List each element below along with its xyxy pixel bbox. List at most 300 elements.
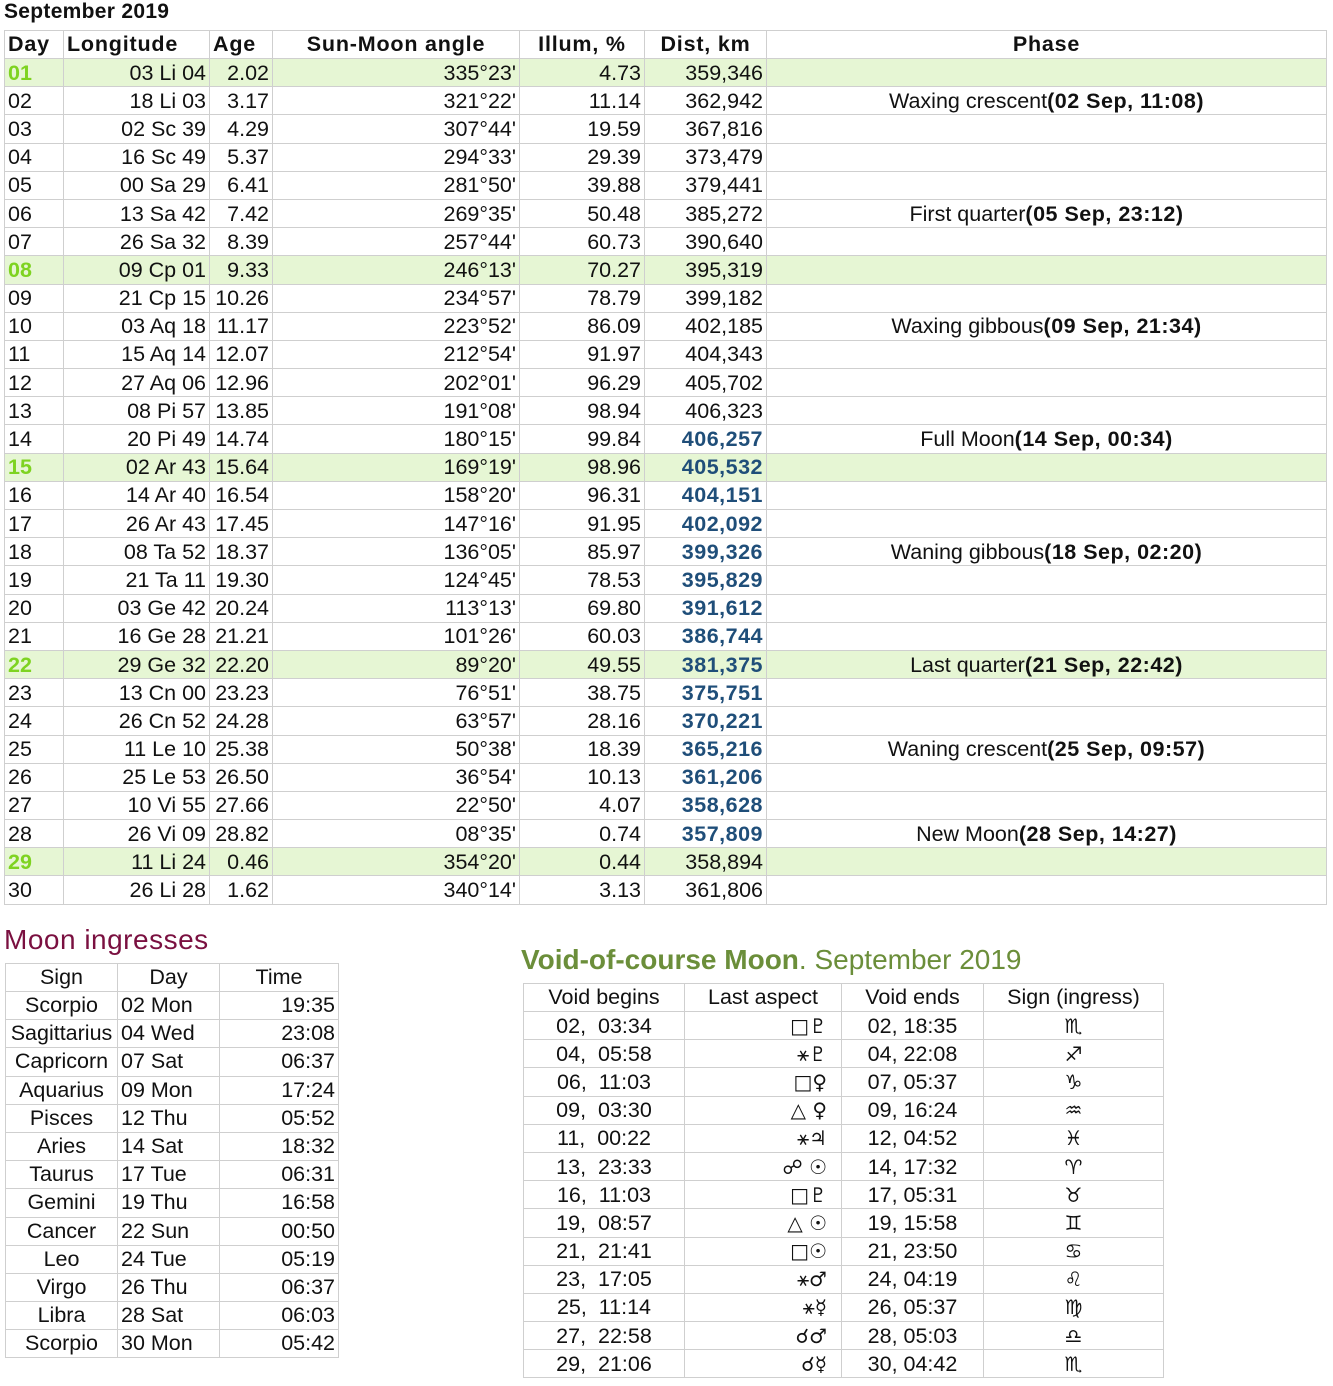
longitude-cell: 27 Aq 06 [64,369,210,397]
table-row [5,622,1327,650]
longitude-cell: 16 Sc 49 [64,143,210,171]
ingress-header-time: Time [220,964,339,992]
table-row [5,143,1327,171]
void-ends: 19, 15:58 [842,1209,984,1237]
illum-cell: 86.09 [520,312,645,340]
age-cell: 17.45 [210,510,273,538]
phase-name: Waning crescent [887,737,1048,762]
ingress-row [6,1302,339,1330]
phase-time: (14 Sep, 00:34) [1014,427,1173,452]
day-cell: 05 [5,171,64,199]
aspect-symbol-icon: □♇ [685,1181,842,1209]
phase-time: (21 Sep, 22:42) [1024,652,1183,677]
longitude-cell: 11 Le 10 [64,735,210,763]
longitude-cell: 11 Li 24 [64,848,210,876]
table-row [5,59,1327,87]
age-cell: 26.50 [210,763,273,791]
dist-cell [645,763,767,791]
ingress-day: 17 Tue [118,1161,220,1189]
void-begins: 13, 23:33 [524,1152,685,1180]
void-begins: 23, 17:05 [524,1265,685,1293]
ingress-day: 14 Sat [118,1132,220,1160]
age-cell: 15.64 [210,453,273,481]
table-row [5,228,1327,256]
dist-cell [645,87,767,115]
zodiac-sign-icon: ♍ [984,1293,1164,1321]
dist-value: 402,092 [681,511,763,536]
dist-value: 361,806 [685,878,763,903]
age-cell: 2.02 [210,59,273,87]
day-cell: 15 [5,453,64,481]
day-cell: 19 [5,566,64,594]
dist-value: 367,816 [685,116,763,141]
phase-name: First quarter [909,201,1026,226]
phase-cell [767,340,1327,368]
angle-cell: 202°01' [273,369,520,397]
void-row [524,1012,1164,1040]
day-cell: 22 [5,650,64,678]
aspect-symbol-icon: △ ☉ [685,1209,842,1237]
illum-cell: 0.44 [520,848,645,876]
header-longitude: Longitude [64,31,210,59]
ingress-day: 02 Mon [118,992,220,1020]
ingress-sign: Aries [6,1132,118,1160]
void-row [524,1068,1164,1096]
ingress-row [6,1132,339,1160]
dist-cell [645,143,767,171]
table-row [5,397,1327,425]
ingress-time: 06:37 [220,1273,339,1301]
phase-cell [767,312,1327,340]
ingress-day: 22 Sun [118,1217,220,1245]
phase-name: Last quarter [910,652,1025,677]
phase-cell [767,791,1327,819]
dist-cell [645,594,767,622]
age-cell: 7.42 [210,199,273,227]
phase-time: (28 Sep, 14:27) [1018,821,1177,846]
table-row [5,510,1327,538]
zodiac-sign-icon: ♓ [984,1124,1164,1152]
day-cell: 27 [5,791,64,819]
void-row [524,1181,1164,1209]
illum-cell: 4.07 [520,791,645,819]
illum-cell: 91.97 [520,340,645,368]
void-row [524,1350,1164,1378]
void-row [524,1040,1164,1068]
phase-name: Waxing crescent [888,88,1048,113]
ingress-row [6,1104,339,1132]
illum-cell: 0.74 [520,820,645,848]
longitude-cell: 18 Li 03 [64,87,210,115]
longitude-cell: 08 Pi 57 [64,397,210,425]
phase-time: (05 Sep, 23:12) [1025,201,1184,226]
phase-cell [767,171,1327,199]
ingress-day: 30 Mon [118,1330,220,1358]
header-phase: Phase [767,31,1327,59]
longitude-cell: 10 Vi 55 [64,791,210,819]
age-cell: 10.26 [210,284,273,312]
table-row [5,312,1327,340]
void-row [524,1209,1164,1237]
ingress-row [6,1048,339,1076]
dist-value: 362,942 [685,88,763,113]
table-row [5,820,1327,848]
age-cell: 9.33 [210,256,273,284]
phase-cell [767,425,1327,453]
phase-cell [767,650,1327,678]
ingress-day: 19 Thu [118,1189,220,1217]
table-row [5,848,1327,876]
ingress-row [6,1161,339,1189]
illum-cell: 78.79 [520,284,645,312]
table-row [5,171,1327,199]
void-ends: 12, 04:52 [842,1124,984,1152]
zodiac-sign-icon: ♏ [984,1350,1164,1378]
void-begins: 27, 22:58 [524,1322,685,1350]
angle-cell: 354°20' [273,848,520,876]
dist-cell [645,369,767,397]
table-row [5,425,1327,453]
longitude-cell: 03 Aq 18 [64,312,210,340]
day-cell: 18 [5,538,64,566]
dist-value: 358,894 [685,849,763,874]
angle-cell: 340°14' [273,876,520,904]
illum-cell: 78.53 [520,566,645,594]
age-cell: 1.62 [210,876,273,904]
phase-time: (18 Sep, 02:20) [1044,539,1203,564]
illum-cell: 49.55 [520,650,645,678]
table-row [5,340,1327,368]
longitude-cell: 14 Ar 40 [64,481,210,509]
day-cell: 25 [5,735,64,763]
dist-cell [645,566,767,594]
day-cell: 03 [5,115,64,143]
age-cell: 14.74 [210,425,273,453]
longitude-cell: 02 Ar 43 [64,453,210,481]
day-cell: 01 [5,59,64,87]
illum-cell: 91.95 [520,510,645,538]
zodiac-sign-icon: ♏ [984,1012,1164,1040]
ingress-day: 12 Thu [118,1104,220,1132]
dist-value: 386,744 [681,624,763,649]
ingress-sign: Aquarius [6,1076,118,1104]
dist-value: 404,151 [681,483,763,508]
ingress-row [6,1245,339,1273]
table-row [5,256,1327,284]
dist-cell [645,115,767,143]
void-title-main: Void-of-course Moon [521,944,799,975]
phase-cell [767,369,1327,397]
aspect-symbol-icon: □☉ [685,1237,842,1265]
dist-value: 357,809 [681,821,763,846]
longitude-cell: 29 Ge 32 [64,650,210,678]
day-cell: 11 [5,340,64,368]
age-cell: 3.17 [210,87,273,115]
age-cell: 28.82 [210,820,273,848]
illum-cell: 29.39 [520,143,645,171]
day-cell: 17 [5,510,64,538]
age-cell: 19.30 [210,566,273,594]
age-cell: 18.37 [210,538,273,566]
phase-cell [767,735,1327,763]
void-header-ends: Void ends [842,984,984,1012]
void-begins: 04, 05:58 [524,1040,685,1068]
header-angle: Sun-Moon angle [273,31,520,59]
phase-cell [767,453,1327,481]
age-cell: 20.24 [210,594,273,622]
table-row [5,594,1327,622]
ingress-header-day: Day [118,964,220,992]
dist-cell [645,425,767,453]
ingress-sign: Libra [6,1302,118,1330]
angle-cell: 335°23' [273,59,520,87]
longitude-cell: 26 Li 28 [64,876,210,904]
dist-value: 402,185 [685,314,763,339]
illum-cell: 60.73 [520,228,645,256]
phase-cell [767,566,1327,594]
dist-value: 406,323 [685,398,763,423]
ingress-sign: Capricorn [6,1048,118,1076]
dist-value: 404,343 [685,342,763,367]
day-cell: 07 [5,228,64,256]
dist-value: 395,319 [685,257,763,282]
day-cell: 21 [5,622,64,650]
longitude-cell: 15 Aq 14 [64,340,210,368]
age-cell: 12.07 [210,340,273,368]
ingress-day: 28 Sat [118,1302,220,1330]
phase-cell [767,510,1327,538]
longitude-cell: 25 Le 53 [64,763,210,791]
void-title-sub: . September 2019 [798,944,1022,975]
table-row [5,199,1327,227]
phase-name: New Moon [916,821,1019,846]
angle-cell: 307°44' [273,115,520,143]
ingress-row [6,992,339,1020]
ingress-sign: Sagittarius [6,1020,118,1048]
illum-cell: 10.13 [520,763,645,791]
illum-cell: 96.29 [520,369,645,397]
table-row [5,284,1327,312]
day-cell: 10 [5,312,64,340]
void-title [521,944,1022,976]
age-cell: 21.21 [210,622,273,650]
age-cell: 0.46 [210,848,273,876]
day-cell: 12 [5,369,64,397]
zodiac-sign-icon: ♒ [984,1096,1164,1124]
void-begins: 25, 11:14 [524,1293,685,1321]
dist-value: 375,751 [681,680,763,705]
table-row [5,87,1327,115]
dist-value: 390,640 [685,229,763,254]
angle-cell: 147°16' [273,510,520,538]
ingress-time: 23:08 [220,1020,339,1048]
void-row [524,1322,1164,1350]
age-cell: 25.38 [210,735,273,763]
dist-cell [645,199,767,227]
zodiac-sign-icon: ♌ [984,1265,1164,1293]
angle-cell: 124°45' [273,566,520,594]
phase-cell [767,228,1327,256]
void-begins: 09, 03:30 [524,1096,685,1124]
ingress-day: 26 Thu [118,1273,220,1301]
longitude-cell: 26 Ar 43 [64,510,210,538]
dist-value: 405,702 [685,370,763,395]
dist-cell [645,538,767,566]
dist-cell [645,284,767,312]
void-ends: 30, 04:42 [842,1350,984,1378]
phase-cell [767,143,1327,171]
ingress-sign: Virgo [6,1273,118,1301]
ingress-time: 06:03 [220,1302,339,1330]
phase-cell [767,538,1327,566]
age-cell: 22.20 [210,650,273,678]
zodiac-sign-icon: ♈ [984,1152,1164,1180]
ingress-time: 05:42 [220,1330,339,1358]
ingress-row [6,1189,339,1217]
dist-cell [645,510,767,538]
void-header-sign: Sign (ingress) [984,984,1164,1012]
angle-cell: 191°08' [273,397,520,425]
angle-cell: 101°26' [273,622,520,650]
aspect-symbol-icon: ⚹♇ [685,1040,842,1068]
angle-cell: 76°51' [273,679,520,707]
ingress-day: 04 Wed [118,1020,220,1048]
ingress-sign: Pisces [6,1104,118,1132]
illum-cell: 69.80 [520,594,645,622]
ingress-sign: Gemini [6,1189,118,1217]
phase-cell [767,115,1327,143]
void-header-aspect: Last aspect [685,984,842,1012]
ingress-sign: Scorpio [6,992,118,1020]
ingress-sign: Leo [6,1245,118,1273]
table-row [5,566,1327,594]
table-row [5,679,1327,707]
ingress-time: 16:58 [220,1189,339,1217]
ingress-table [5,963,339,1358]
void-begins: 06, 11:03 [524,1068,685,1096]
age-cell: 4.29 [210,115,273,143]
age-cell: 12.96 [210,369,273,397]
dist-cell [645,481,767,509]
ingress-day: 24 Tue [118,1245,220,1273]
void-row [524,1293,1164,1321]
void-begins: 21, 21:41 [524,1237,685,1265]
dist-cell [645,848,767,876]
void-begins: 29, 21:06 [524,1350,685,1378]
illum-cell: 98.96 [520,453,645,481]
age-cell: 13.85 [210,397,273,425]
illum-cell: 38.75 [520,679,645,707]
ingress-day: 09 Mon [118,1076,220,1104]
phase-time: (25 Sep, 09:57) [1047,737,1206,762]
void-ends: 24, 04:19 [842,1265,984,1293]
phase-time: (02 Sep, 11:08) [1047,88,1204,113]
dist-value: 359,346 [685,60,763,85]
day-cell: 29 [5,848,64,876]
angle-cell: 136°05' [273,538,520,566]
angle-cell: 22°50' [273,791,520,819]
age-cell: 8.39 [210,228,273,256]
phase-cell [767,848,1327,876]
dist-value: 399,182 [685,286,763,311]
ingress-time: 05:52 [220,1104,339,1132]
angle-cell: 63°57' [273,707,520,735]
longitude-cell: 03 Ge 42 [64,594,210,622]
ingress-header-sign: Sign [6,964,118,992]
illum-cell: 85.97 [520,538,645,566]
ingress-sign: Cancer [6,1217,118,1245]
void-ends: 26, 05:37 [842,1293,984,1321]
longitude-cell: 13 Cn 00 [64,679,210,707]
age-cell: 27.66 [210,791,273,819]
day-cell: 30 [5,876,64,904]
ingress-time: 05:19 [220,1245,339,1273]
longitude-cell: 26 Vi 09 [64,820,210,848]
aspect-symbol-icon: △ ♀ [685,1096,842,1124]
dist-value: 399,326 [681,539,763,564]
longitude-cell: 26 Cn 52 [64,707,210,735]
zodiac-sign-icon: ♉ [984,1181,1164,1209]
ingress-row [6,1020,339,1048]
void-begins: 02, 03:34 [524,1012,685,1040]
ingress-title: Moon ingresses [4,924,209,955]
phase-cell [767,87,1327,115]
dist-cell [645,876,767,904]
illum-cell: 50.48 [520,199,645,227]
phase-cell [767,763,1327,791]
phase-cell [767,679,1327,707]
void-header-begins: Void begins [524,984,685,1012]
table-row [5,453,1327,481]
header-dist: Dist, km [645,31,767,59]
phase-cell [767,397,1327,425]
illum-cell: 39.88 [520,171,645,199]
illum-cell: 98.94 [520,397,645,425]
day-cell: 24 [5,707,64,735]
longitude-cell: 20 Pi 49 [64,425,210,453]
dist-value: 373,479 [685,145,763,170]
dist-cell [645,735,767,763]
ingress-time: 17:24 [220,1076,339,1104]
day-cell: 02 [5,87,64,115]
ingress-row [6,1076,339,1104]
void-row [524,1096,1164,1124]
angle-cell: 89°20' [273,650,520,678]
longitude-cell: 21 Cp 15 [64,284,210,312]
void-ends: 09, 16:24 [842,1096,984,1124]
ingress-time: 00:50 [220,1217,339,1245]
dist-value: 379,441 [685,173,763,198]
page-title: September 2019 [4,0,170,23]
ingress-time: 19:35 [220,992,339,1020]
longitude-cell: 03 Li 04 [64,59,210,87]
dist-value: 365,216 [681,737,763,762]
ingress-time: 06:31 [220,1161,339,1189]
void-ends: 14, 17:32 [842,1152,984,1180]
phase-cell [767,199,1327,227]
main-table-header [5,31,1327,59]
longitude-cell: 00 Sa 29 [64,171,210,199]
phase-cell [767,594,1327,622]
day-cell: 06 [5,199,64,227]
void-table [523,983,1164,1378]
illum-cell: 19.59 [520,115,645,143]
longitude-cell: 08 Ta 52 [64,538,210,566]
illum-cell: 4.73 [520,59,645,87]
angle-cell: 158°20' [273,481,520,509]
angle-cell: 223°52' [273,312,520,340]
void-ends: 04, 22:08 [842,1040,984,1068]
